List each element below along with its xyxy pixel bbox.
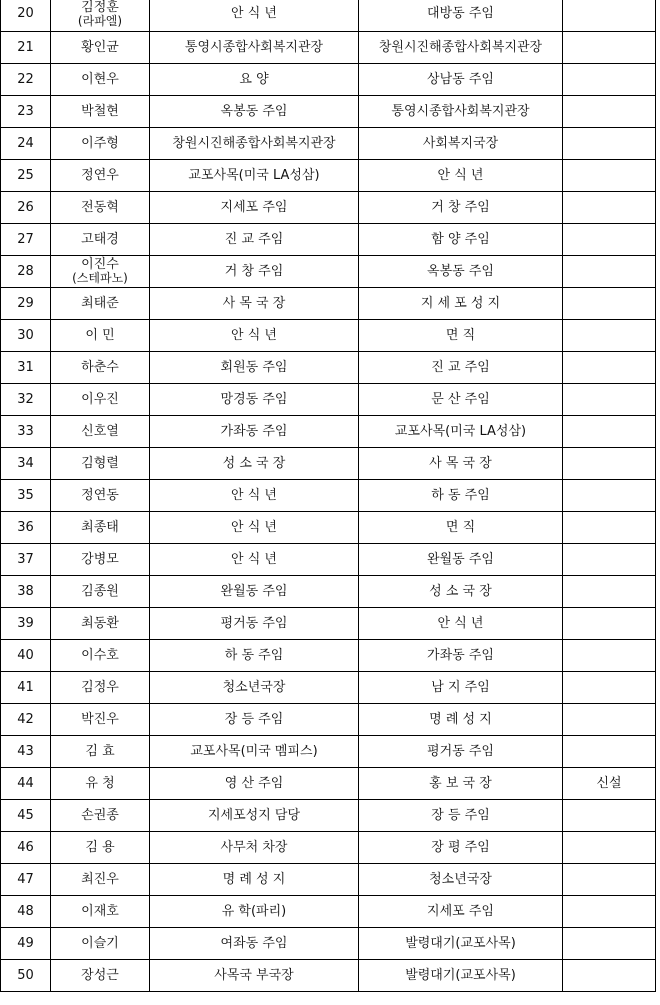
new-post-cell: 거 창 주임 [359,192,563,224]
name-cell [51,0,150,32]
name-text: 김정훈 [81,0,119,15]
name-text: 김종원 [81,583,119,599]
table-row [1,256,656,288]
previous-post-cell: 하 동 주임 [150,640,359,672]
new-post-cell: 옥봉동 주임 [359,256,563,288]
note-cell [563,416,656,448]
table-row [1,416,656,448]
name-cell [51,768,150,800]
row-number-cell: 20 [1,0,51,32]
baptismal-name-text: (스테파노) [72,271,128,285]
table-row [1,800,656,832]
row-number-cell: 49 [1,928,51,960]
name-text: 정연우 [81,167,119,183]
table-row [1,960,656,992]
roster-body [1,0,656,992]
row-number-cell: 42 [1,704,51,736]
name-text: 신호열 [81,423,119,439]
new-post-cell: 홍 보 국 장 [359,768,563,800]
previous-post-cell: 진 교 주임 [150,224,359,256]
previous-post-cell: 옥봉동 주임 [150,96,359,128]
table-row [1,128,656,160]
row-number-cell: 26 [1,192,51,224]
table-row [1,448,656,480]
name-text: 전동혁 [81,199,119,215]
row-number-cell: 35 [1,480,51,512]
note-cell [563,640,656,672]
new-post-cell: 창원시진해종합사회복지관장 [359,32,563,64]
table-row [1,768,656,800]
name-cell [51,96,150,128]
table-row [1,384,656,416]
name-text: 김 용 [85,839,115,855]
note-cell [563,448,656,480]
row-number-cell: 50 [1,960,51,992]
note-cell [563,480,656,512]
row-number-cell: 43 [1,736,51,768]
note-cell [563,928,656,960]
row-number-cell: 28 [1,256,51,288]
table-row [1,736,656,768]
note-cell [563,576,656,608]
row-number-cell: 39 [1,608,51,640]
name-text: 최종태 [81,519,119,535]
note-cell [563,960,656,992]
note-cell [563,64,656,96]
name-cell [51,928,150,960]
name-text: 이수호 [81,647,119,663]
new-post-cell: 상남동 주임 [359,64,563,96]
new-post-cell: 발령대기(교포사목) [359,928,563,960]
table-row [1,608,656,640]
name-cell [51,224,150,256]
new-post-cell: 완월동 주임 [359,544,563,576]
note-cell [563,96,656,128]
table-row [1,288,656,320]
name-cell [51,640,150,672]
row-number-cell: 27 [1,224,51,256]
previous-post-cell: 교포사목(미국 LA성삼) [150,160,359,192]
note-cell [563,32,656,64]
previous-post-cell: 망경동 주임 [150,384,359,416]
new-post-cell: 교포사목(미국 LA성삼) [359,416,563,448]
row-number-cell: 30 [1,320,51,352]
table-row [1,864,656,896]
previous-post-cell: 교포사목(미국 멤피스) [150,736,359,768]
previous-post-cell: 평거동 주임 [150,608,359,640]
note-cell [563,800,656,832]
new-post-cell: 명 례 성 지 [359,704,563,736]
new-post-cell: 발령대기(교포사목) [359,960,563,992]
name-cell [51,416,150,448]
name-text: 이진수 [81,257,119,272]
note-cell [563,704,656,736]
name-text: 하춘수 [81,359,119,375]
new-post-cell: 가좌동 주임 [359,640,563,672]
note-cell [563,896,656,928]
note-cell [563,832,656,864]
name-text: 최진우 [81,871,119,887]
name-text: 손권종 [81,807,119,823]
name-cell [51,352,150,384]
row-number-cell: 23 [1,96,51,128]
row-number-cell: 29 [1,288,51,320]
note-cell [563,192,656,224]
row-number-cell: 25 [1,160,51,192]
new-post-cell: 안 식 년 [359,160,563,192]
new-post-cell: 사회복지국장 [359,128,563,160]
name-cell [51,160,150,192]
row-number-cell: 44 [1,768,51,800]
new-post-cell: 지세포 주임 [359,896,563,928]
table-row [1,320,656,352]
previous-post-cell: 가좌동 주임 [150,416,359,448]
row-number-cell: 46 [1,832,51,864]
row-number-cell: 41 [1,672,51,704]
previous-post-cell: 안 식 년 [150,544,359,576]
note-cell [563,320,656,352]
name-text: 박철현 [81,103,119,119]
name-cell [51,544,150,576]
row-number-cell: 21 [1,32,51,64]
new-post-cell: 통영시종합사회복지관장 [359,96,563,128]
name-text: 이주형 [81,135,119,151]
table-row [1,0,656,32]
name-cell [51,384,150,416]
new-post-cell: 남 지 주임 [359,672,563,704]
note-cell [563,736,656,768]
previous-post-cell: 여좌동 주임 [150,928,359,960]
previous-post-cell: 창원시진해종합사회복지관장 [150,128,359,160]
name-text: 정연동 [81,487,119,503]
previous-post-cell: 장 등 주임 [150,704,359,736]
row-number-cell: 38 [1,576,51,608]
row-number-cell: 24 [1,128,51,160]
new-post-cell: 하 동 주임 [359,480,563,512]
table-row [1,896,656,928]
name-text: 박진우 [81,711,119,727]
new-post-cell: 안 식 년 [359,608,563,640]
name-text: 김 효 [85,743,115,759]
name-cell [51,480,150,512]
row-number-cell: 40 [1,640,51,672]
note-cell [563,864,656,896]
note-cell [563,512,656,544]
previous-post-cell: 영 산 주임 [150,768,359,800]
name-text: 김형렬 [81,455,119,471]
new-post-cell: 면 직 [359,512,563,544]
note-cell [563,544,656,576]
name-cell [51,320,150,352]
name-cell [51,608,150,640]
name-cell [51,64,150,96]
row-number-cell: 32 [1,384,51,416]
note-cell: 신설 [563,768,656,800]
row-number-cell: 45 [1,800,51,832]
table-row [1,192,656,224]
name-cell [51,832,150,864]
name-text: 이 민 [85,327,115,343]
note-cell [563,0,656,32]
new-post-cell: 함 양 주임 [359,224,563,256]
table-row [1,640,656,672]
previous-post-cell: 사목국 부국장 [150,960,359,992]
previous-post-cell: 지세포 주임 [150,192,359,224]
previous-post-cell: 안 식 년 [150,320,359,352]
note-cell [563,608,656,640]
previous-post-cell: 안 식 년 [150,512,359,544]
name-cell [51,576,150,608]
name-text: 장성근 [81,967,119,983]
name-cell [51,288,150,320]
new-post-cell: 사 목 국 장 [359,448,563,480]
table-row [1,672,656,704]
new-post-cell: 문 산 주임 [359,384,563,416]
note-cell [563,160,656,192]
name-text: 유 청 [85,775,115,791]
previous-post-cell: 청소년국장 [150,672,359,704]
table-row [1,832,656,864]
table-row [1,64,656,96]
name-cell [51,512,150,544]
new-post-cell: 진 교 주임 [359,352,563,384]
row-number-cell: 31 [1,352,51,384]
note-cell [563,288,656,320]
name-cell [51,672,150,704]
name-cell [51,736,150,768]
table-row [1,704,656,736]
row-number-cell: 34 [1,448,51,480]
new-post-cell: 장 등 주임 [359,800,563,832]
table-row [1,480,656,512]
new-post-cell: 성 소 국 장 [359,576,563,608]
new-post-cell: 면 직 [359,320,563,352]
name-cell [51,960,150,992]
name-cell [51,448,150,480]
previous-post-cell: 요 양 [150,64,359,96]
table-row [1,576,656,608]
previous-post-cell: 사무처 차장 [150,832,359,864]
table-row [1,512,656,544]
row-number-cell: 22 [1,64,51,96]
table-row [1,32,656,64]
name-text: 이현우 [81,71,119,87]
name-text: 이재호 [81,903,119,919]
row-number-cell: 47 [1,864,51,896]
name-text: 김정우 [81,679,119,695]
previous-post-cell: 사 목 국 장 [150,288,359,320]
previous-post-cell: 명 례 성 지 [150,864,359,896]
row-number-cell: 37 [1,544,51,576]
name-text: 황인균 [81,39,119,55]
name-text: 강병모 [81,551,119,567]
table-row [1,224,656,256]
note-cell [563,224,656,256]
table-row [1,160,656,192]
name-cell [51,896,150,928]
previous-post-cell: 완월동 주임 [150,576,359,608]
previous-post-cell: 회원동 주임 [150,352,359,384]
name-cell [51,864,150,896]
note-cell [563,672,656,704]
name-cell [51,32,150,64]
note-cell [563,256,656,288]
name-cell [51,128,150,160]
previous-post-cell: 안 식 년 [150,480,359,512]
baptismal-name-text: (라파엘) [77,13,123,28]
table-row [1,96,656,128]
new-post-cell: 장 평 주임 [359,832,563,864]
previous-post-cell: 지세포성지 담당 [150,800,359,832]
name-cell [51,704,150,736]
note-cell [563,352,656,384]
table-row [1,928,656,960]
name-cell [51,256,150,288]
previous-post-cell: 성 소 국 장 [150,448,359,480]
row-number-cell: 36 [1,512,51,544]
previous-post-cell: 유 학(파리) [150,896,359,928]
name-cell [51,800,150,832]
name-text: 최태준 [81,295,119,311]
new-post-cell: 평거동 주임 [359,736,563,768]
row-number-cell: 33 [1,416,51,448]
table-row [1,352,656,384]
previous-post-cell: 통영시종합사회복지관장 [150,32,359,64]
note-cell [563,128,656,160]
new-post-cell: 청소년국장 [359,864,563,896]
name-text: 최동환 [81,615,119,631]
table-row [1,544,656,576]
note-cell [563,384,656,416]
previous-post-cell: 거 창 주임 [150,256,359,288]
name-text: 이우진 [81,391,119,407]
new-post-cell: 대방동 주임 [359,0,563,32]
name-text: 고태경 [81,231,119,247]
name-cell [51,192,150,224]
new-post-cell: 지 세 포 성 지 [359,288,563,320]
row-number-cell: 48 [1,896,51,928]
previous-post-cell: 안 식 년 [150,0,359,32]
name-text: 이슬기 [81,935,119,951]
